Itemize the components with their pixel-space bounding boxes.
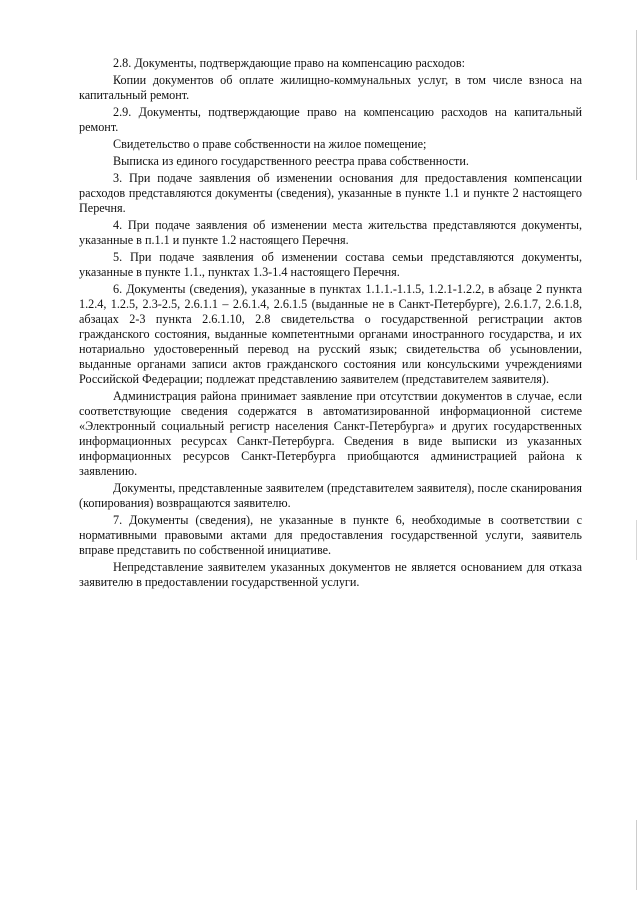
paragraph-5: 5. При подаче заявления об изменении состава семьи представляются документы, указанные в пункте 1.1., пунктах 1.3-1.4 настоящего Перечня. (79, 250, 582, 279)
paragraph-7: 7. Документы (сведения), не указанные в пункте 6, необходимые в соответствии с нормативными правовыми актами для предоставления государственной услуги, заявитель вправе представить по собственной инициативе. (79, 513, 582, 557)
document-body (79, 56, 582, 592)
scan-edge-mark (636, 30, 637, 180)
paragraph-2-8: 2.8. Документы, подтверждающие право на компенсацию расходов: (113, 56, 466, 70)
paragraph-administration: Администрация района принимает заявление при отсутствии документов в случае, если соответствующие сведения содержатся в автоматизированной информационной системе «Электронный социальный регистр населения Санкт-Петербурга» и других государственных информационных ресурсах Санкт-Петербурга. Сведения в виде выписки из указанных информационных ресурсов Санкт-Петербурга приобщаются администрацией района к заявлению. (79, 389, 582, 478)
paragraph-documents-returned: Документы, представленные заявителем (представителем заявителя), после сканирования (копирования) возвращаются заявителю. (79, 481, 582, 510)
paragraph-2-9: 2.9. Документы, подтверждающие право на компенсацию расходов на капитальный ремонт. (79, 105, 582, 134)
paragraph-registry-extract: Выписка из единого государственного реестра права собственности. (113, 154, 469, 168)
paragraph-4: 4. При подаче заявления об изменении места жительства представляются документы, указанные в п.1.1 и пункте 1.2 настоящего Перечня. (79, 218, 582, 247)
scan-edge-mark (636, 520, 637, 560)
paragraph-ownership-certificate: Свидетельство о праве собственности на жилое помещение; (113, 137, 427, 151)
paragraph-3: 3. При подаче заявления об изменении основания для предоставления компенсации расходов представляются документы (сведения), указанные в пункте 1.1 и пункте 2 настоящего Перечня. (79, 171, 582, 215)
paragraph-utility-copies: Копии документов об оплате жилищно-коммунальных услуг, в том числе взноса на капитальный ремонт. (79, 73, 582, 102)
paragraph-6: 6. Документы (сведения), указанные в пунктах 1.1.1.-1.1.5, 1.2.1-1.2.2, в абзаце 2 пункта 1.2.4, 1.2.5, 2.3-2.5, 2.6.1.1 – 2.6.1.4, 2.6.1.5 (выданные не в Санкт-Петербурге), 2.6.1.7, 2.6.1.8, абзацах 2-3 пункта 2.6.1.10, 2.8 свидетельства о государственной регистрации актов гражданского состояния, выданные компетентными органами иностранного государства, и их нотариально удостоверенный перевод на русский язык; свидетельства об усыновлении, выданные органами записи актов гражданского состояния или консульскими учреждениями Российской Федерации; подлежат представлению заявителем (представителем заявителя). (79, 282, 582, 386)
scan-edge-mark (636, 820, 637, 890)
paragraph-non-submission: Непредставление заявителем указанных документов не является основанием для отказа заявителю в предоставлении государственной услуги. (79, 560, 582, 589)
